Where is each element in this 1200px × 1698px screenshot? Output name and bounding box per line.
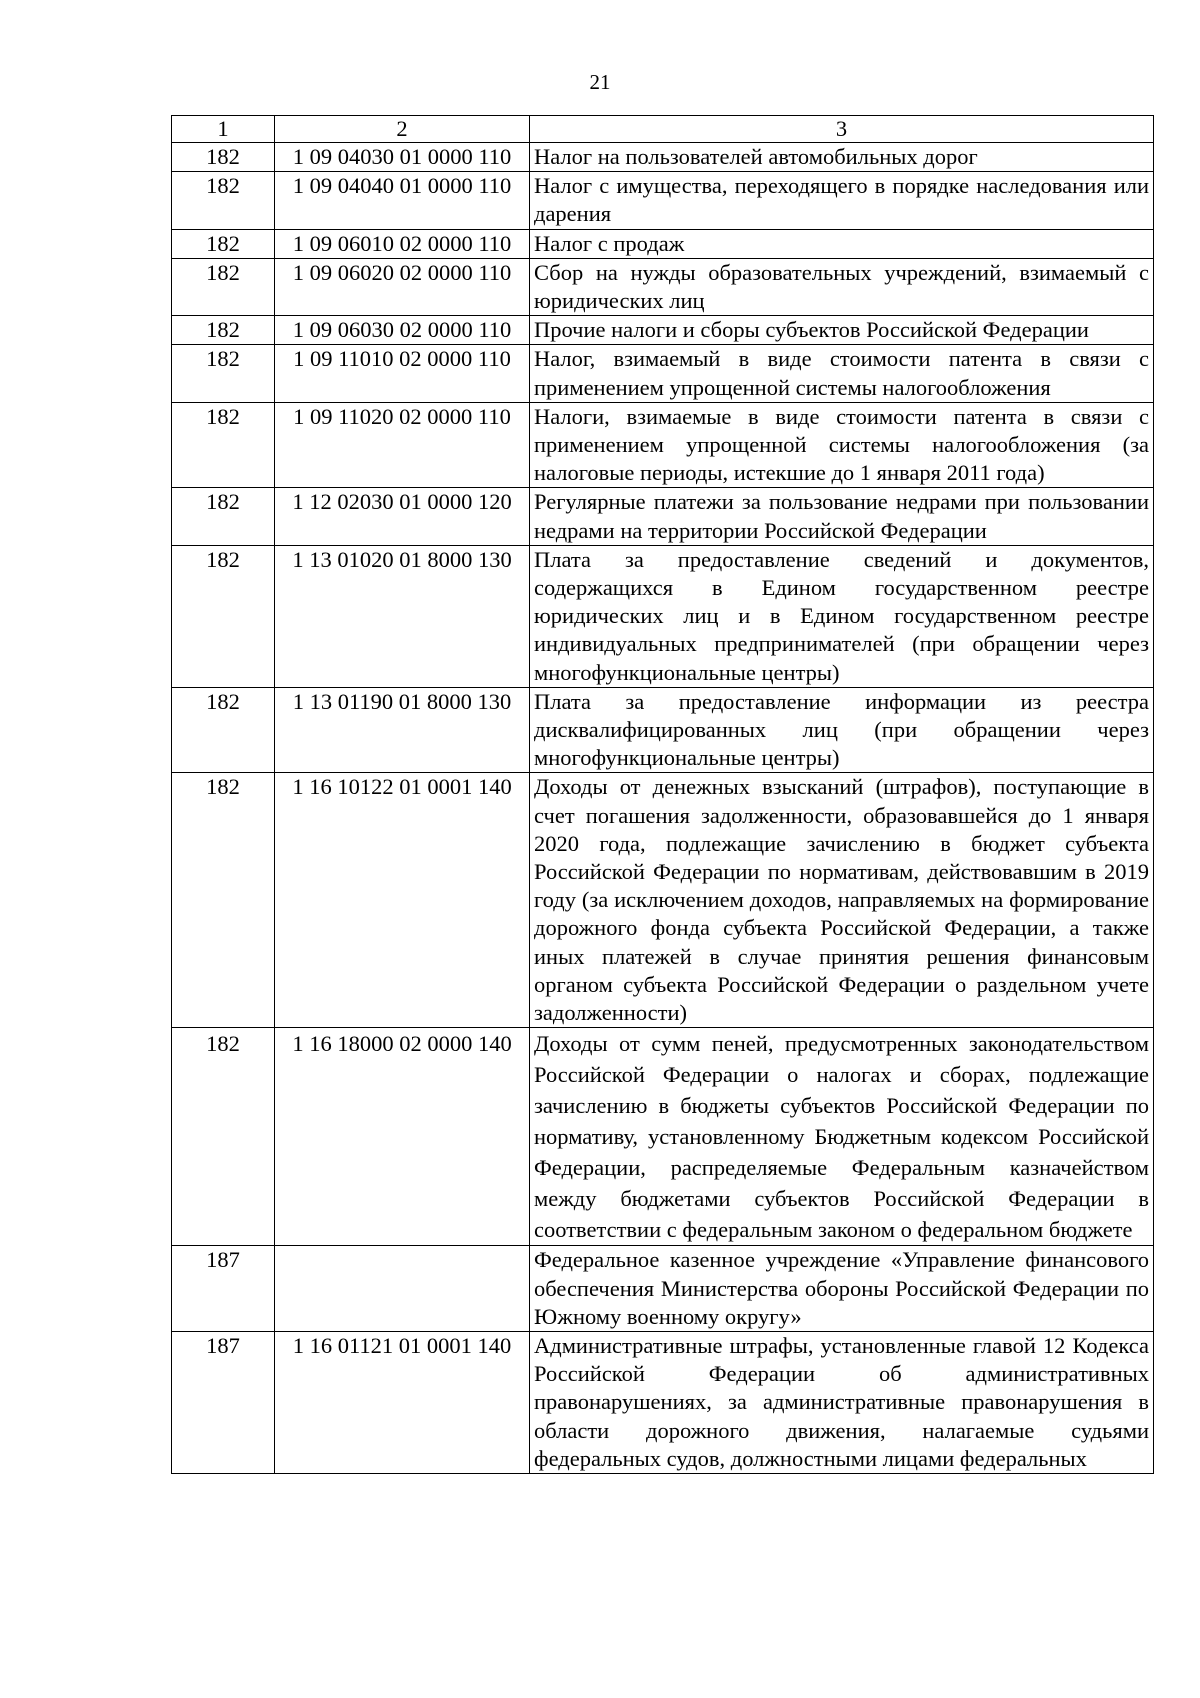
budget-code-cell: 1 09 06020 02 0000 110 <box>275 258 530 315</box>
table-row <box>172 488 1154 545</box>
table-row <box>172 1028 1154 1246</box>
description-cell: Налог с имущества, переходящего в порядке наследования или дарения <box>530 172 1154 229</box>
budget-code-cell: 1 13 01190 01 8000 130 <box>275 687 530 773</box>
description-cell: Плата за предоставление сведений и документов, содержащихся в Едином государственном реестре юридических лиц и в Едином государственном реестре индивидуальных предпринимателей (при обращении через многофункциональные центры) <box>530 545 1154 687</box>
admin-code-cell: 182 <box>172 402 275 488</box>
table-row <box>172 1246 1154 1332</box>
column-header-2: 2 <box>275 116 530 143</box>
budget-code-cell: 1 16 18000 02 0000 140 <box>275 1028 530 1246</box>
description-cell: Сбор на нужды образовательных учреждений, взимаемый с юридических лиц <box>530 258 1154 315</box>
table-header-row <box>172 116 1154 143</box>
table-row <box>172 345 1154 402</box>
table-row <box>172 687 1154 773</box>
description-cell: Налоги, взимаемые в виде стоимости патента в связи с применением упрощенной системы налогообложения (за налоговые периоды, истекшие до 1 января 2011 года) <box>530 402 1154 488</box>
admin-code-cell: 182 <box>172 488 275 545</box>
admin-code-cell: 182 <box>172 258 275 315</box>
budget-code-cell <box>275 1246 530 1332</box>
admin-code-cell: 182 <box>172 1028 275 1246</box>
table-row <box>172 258 1154 315</box>
admin-code-cell: 182 <box>172 143 275 172</box>
budget-code-cell: 1 09 11020 02 0000 110 <box>275 402 530 488</box>
description-cell: Плата за предоставление информации из реестра дисквалифицированных лиц (при обращении через многофункциональные центры) <box>530 687 1154 773</box>
description-cell: Налог, взимаемый в виде стоимости патента в связи с применением упрощенной системы налогообложения <box>530 345 1154 402</box>
description-cell: Административные штрафы, установленные главой 12 Кодекса Российской Федерации об административных правонарушениях, за административные правонарушения в области дорожного движения, налагаемые судьями федеральных судов, должностными лицами федеральных <box>530 1331 1154 1473</box>
admin-code-cell: 182 <box>172 229 275 258</box>
table-row <box>172 545 1154 687</box>
description-cell: Доходы от сумм пеней, предусмотренных законодательством Российской Федерации о налогах и сборах, подлежащие зачислению в бюджеты субъектов Российской Федерации по нормативу, установленному Бюджетным кодексом Российской Федерации, распределяемые Федеральным казначейством между бюджетами субъектов Российской Федерации в соответствии с федеральным законом о федеральном бюджете <box>530 1028 1154 1246</box>
column-header-3: 3 <box>530 116 1154 143</box>
budget-code-cell: 1 09 11010 02 0000 110 <box>275 345 530 402</box>
table-row <box>172 773 1154 1028</box>
description-cell: Прочие налоги и сборы субъектов Российской Федерации <box>530 316 1154 345</box>
description-cell: Доходы от денежных взысканий (штрафов), поступающие в счет погашения задолженности, образовавшейся до 1 января 2020 года, подлежащие зачислению в бюджет субъекта Российской Федерации по нормативам, действовавшим в 2019 году (за исключением доходов, направляемых на формирование дорожного фонда субъекта Российской Федерации, а также иных платежей в случае принятия решения финансовым органом субъекта Российской Федерации о раздельном учете задолженности) <box>530 773 1154 1028</box>
budget-code-cell: 1 09 04030 01 0000 110 <box>275 143 530 172</box>
admin-code-cell: 182 <box>172 545 275 687</box>
revenue-table <box>171 115 1154 1474</box>
budget-code-cell: 1 12 02030 01 0000 120 <box>275 488 530 545</box>
budget-code-cell: 1 16 01121 01 0001 140 <box>275 1331 530 1473</box>
table-row <box>172 229 1154 258</box>
admin-code-cell: 182 <box>172 687 275 773</box>
description-cell: Налог с продаж <box>530 229 1154 258</box>
budget-code-cell: 1 09 04040 01 0000 110 <box>275 172 530 229</box>
description-cell: Регулярные платежи за пользование недрами при пользовании недрами на территории Российской Федерации <box>530 488 1154 545</box>
admin-code-cell: 182 <box>172 773 275 1028</box>
description-cell: Налог на пользователей автомобильных дорог <box>530 143 1154 172</box>
table-row <box>172 143 1154 172</box>
table-row <box>172 1331 1154 1473</box>
admin-code-cell: 182 <box>172 316 275 345</box>
table-row <box>172 316 1154 345</box>
admin-code-cell: 182 <box>172 345 275 402</box>
table-row <box>172 172 1154 229</box>
budget-code-cell: 1 09 06030 02 0000 110 <box>275 316 530 345</box>
admin-code-cell: 182 <box>172 172 275 229</box>
budget-code-cell: 1 13 01020 01 8000 130 <box>275 545 530 687</box>
budget-code-cell: 1 09 06010 02 0000 110 <box>275 229 530 258</box>
admin-code-cell: 187 <box>172 1246 275 1332</box>
description-cell: Федеральное казенное учреждение «Управление финансового обеспечения Министерства обороны Российской Федерации по Южному военному округу» <box>530 1246 1154 1332</box>
column-header-1: 1 <box>172 116 275 143</box>
page-number: 21 <box>589 70 611 94</box>
table-row <box>172 402 1154 488</box>
admin-code-cell: 187 <box>172 1331 275 1473</box>
budget-code-cell: 1 16 10122 01 0001 140 <box>275 773 530 1028</box>
